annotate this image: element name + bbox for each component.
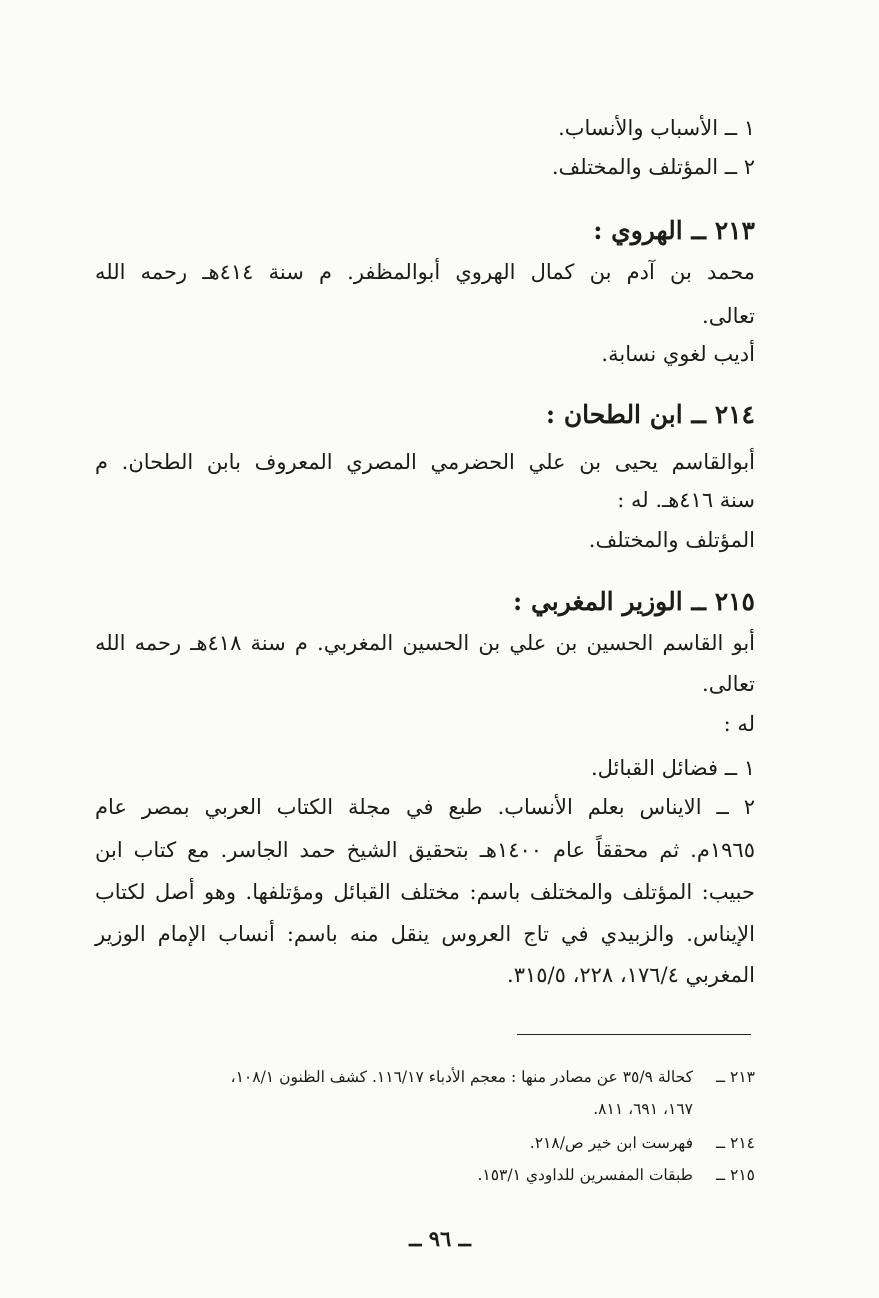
page-number: ــ ٩٦ ــ xyxy=(409,1226,471,1251)
footnote xyxy=(75,1162,755,1188)
footnote xyxy=(75,1130,755,1156)
body-line: محمد بن آدم بن كمال الهروي أبوالمظفر. م سنة ٤١٤هـ رحمه الله xyxy=(95,260,755,284)
footnote-continuation: ١٦٧، ٦٩١، ٨١١. xyxy=(593,1100,693,1118)
body-line: تعالى. xyxy=(702,672,755,696)
footnote-separator xyxy=(517,1034,751,1035)
body-line: تعالى. xyxy=(702,304,755,328)
list-item: ٢ ــ الايناس بعلم الأنساب. طبع في مجلة الكتاب العربي بمصر عام xyxy=(95,795,755,819)
body-line: له : xyxy=(723,712,755,736)
footnote-text: فهرست ابن خير ص/٢١٨. xyxy=(529,1134,693,1152)
footnote-number: ٢١٤ ــ xyxy=(716,1134,755,1152)
list-item: ١ ــ فضائل القبائل. xyxy=(590,756,755,780)
body-line: سنة ٤١٦هـ. له : xyxy=(617,488,755,512)
body-line: أبوالقاسم يحيى بن علي الحضرمي المصري المعروف بابن الطحان. م xyxy=(95,450,755,474)
body-line: ١٩٦٥م. ثم محققاً عام ١٤٠٠هـ بتحقيق الشيخ حمد الجاسر. مع كتاب ابن xyxy=(95,838,755,862)
footnote xyxy=(75,1064,755,1090)
footnote-number: ٢١٥ ــ xyxy=(716,1166,755,1184)
body-line: المؤتلف والمختلف. xyxy=(588,528,755,552)
footnote-text: طبقات المفسرين للداودي ١٥٣/١. xyxy=(477,1166,693,1184)
entry-heading: ٢١٥ ــ الوزير المغربي : xyxy=(513,587,755,616)
entry-heading: ٢١٣ ــ الهروي : xyxy=(593,216,755,245)
body-line: أديب لغوي نسابة. xyxy=(601,342,755,366)
body-line: المغربي ١٧٦/٤، ٢٢٨، ٣١٥/٥. xyxy=(507,963,755,987)
body-line: الإيناس. والزبيدي في تاج العروس ينقل منه باسم: أنساب الإمام الوزير xyxy=(95,922,755,946)
body-line: أبو القاسم الحسين بن علي بن الحسين المغربي. م سنة ٤١٨هـ رحمه الله xyxy=(95,631,755,655)
entry-heading: ٢١٤ ــ ابن الطحان : xyxy=(545,400,755,429)
body-line: حبيب: المؤتلف والمختلف باسم: مختلف القبائل ومؤتلفها. وهو أصل لكتاب xyxy=(95,880,755,904)
list-item: ١ ــ الأسباب والأنساب. xyxy=(558,116,755,140)
list-item: ٢ ــ المؤتلف والمختلف. xyxy=(551,155,755,179)
footnote-number: ٢١٣ ــ xyxy=(716,1068,755,1086)
footnote-text: كحالة ٣٥/٩ عن مصادر منها : معجم الأدباء ١١٦/١٧. كشف الظنون ١٠٨/١، xyxy=(230,1068,693,1086)
